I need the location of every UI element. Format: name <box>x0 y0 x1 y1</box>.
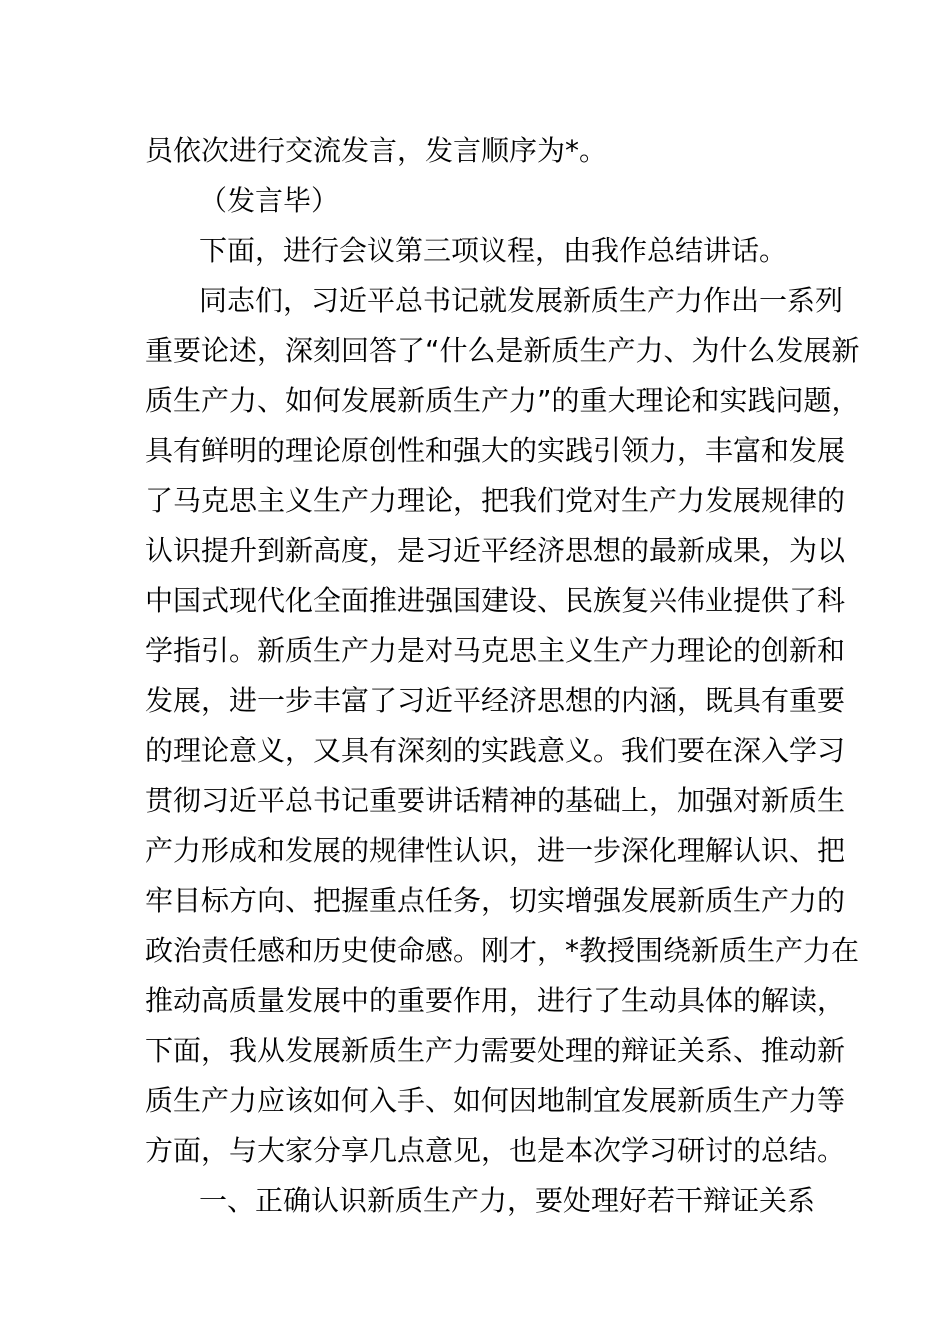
text-line: 下面，进行会议第三项议程，由我作总结讲话。 <box>199 234 788 267</box>
text-line: 学指引。新质生产力是对马克思主义生产力理论的创新和 <box>145 634 846 667</box>
section-heading: 一、正确认识新质生产力，要处理好若干辩证关系 <box>199 1184 816 1217</box>
text-line: 牢目标方向、把握重点任务，切实增强发展新质生产力的 <box>145 884 846 917</box>
paragraph-first-line: 同志们，习近平总书记就发展新质生产力作出一系列 <box>199 284 844 317</box>
document-body <box>145 126 860 1226</box>
text-line: 下面，我从发展新质生产力需要处理的辩证关系、推动新 <box>145 1034 846 1067</box>
text-line: 中国式现代化全面推进强国建设、民族复兴伟业提供了科 <box>145 584 846 617</box>
text-line: （发言毕） <box>199 184 340 217</box>
text-line: 推动高质量发展中的重要作用，进行了生动具体的解读， <box>145 984 846 1017</box>
text-line: 质生产力、如何发展新质生产力”的重大理论和实践问题， <box>145 384 860 417</box>
text-line: 认识提升到新高度，是习近平经济思想的最新成果，为以 <box>145 534 846 567</box>
text-line: 产力形成和发展的规律性认识，进一步深化理解认识、把 <box>145 834 846 867</box>
text-line: 发展，进一步丰富了习近平经济思想的内涵，既具有重要 <box>145 684 846 717</box>
text-line: 贯彻习近平总书记重要讲话精神的基础上，加强对新质生 <box>145 784 846 817</box>
text-line: 了马克思主义生产力理论，把我们党对生产力发展规律的 <box>145 484 846 517</box>
text-line: 质生产力应该如何入手、如何因地制宜发展新质生产力等 <box>145 1084 846 1117</box>
text-line: 具有鲜明的理论原创性和强大的实践引领力，丰富和发展 <box>145 434 846 467</box>
text-line: 重要论述，深刻回答了“什么是新质生产力、为什么发展新 <box>145 334 860 367</box>
text-line: 员依次进行交流发言，发言顺序为*。 <box>145 134 608 167</box>
text-line: 方面，与大家分享几点意见，也是本次学习研讨的总结。 <box>145 1134 846 1167</box>
text-line: 政治责任感和历史使命感。刚才，*教授围绕新质生产力在 <box>145 934 860 967</box>
text-line: 的理论意义，又具有深刻的实践意义。我们要在深入学习 <box>145 734 846 767</box>
